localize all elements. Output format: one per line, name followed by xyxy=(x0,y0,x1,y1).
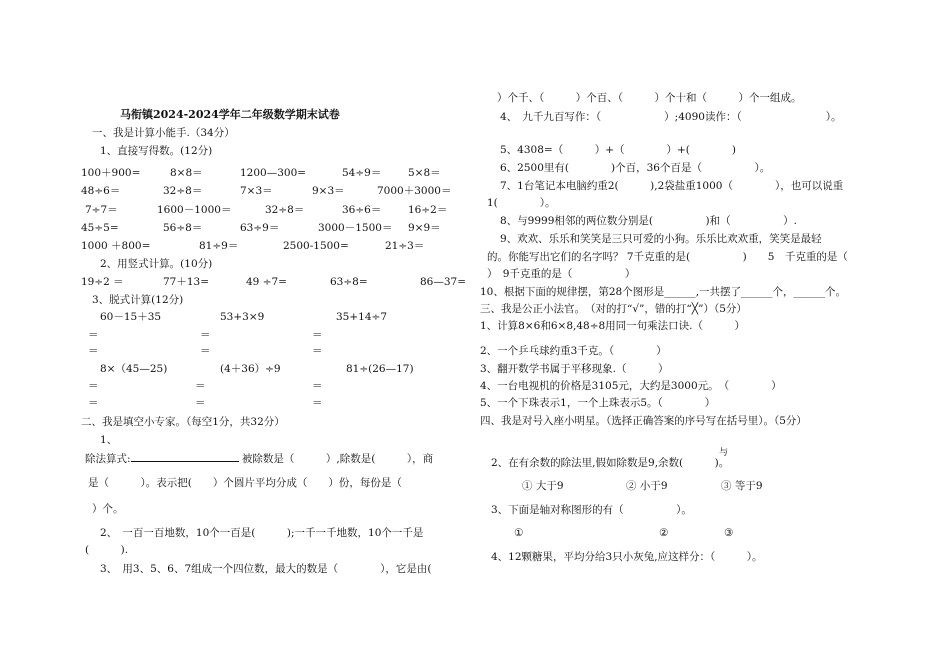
equals-sign: ＝ xyxy=(195,397,206,409)
calc-item: 1200—300= xyxy=(240,167,307,179)
s2-q1-label: 除法算式: xyxy=(85,453,131,465)
s2-q10: 10、根据下面的规律摆，第28个图形是______,一共摆了______个，______个。 xyxy=(480,286,847,298)
calc-item: 56÷8＝ xyxy=(163,222,203,234)
vertical-calc-item: 77＋13= xyxy=(163,276,210,288)
judge-item: 5、一个下珠表示1，一个上珠表示5。（ ） xyxy=(480,397,716,409)
judge-item: 3、翻开数学书属于平移现象.（ ） xyxy=(480,363,669,375)
section-2-heading: 二、我是填空小专家。（每空1分，共32分） xyxy=(81,416,285,428)
calc-item: 2500-1500= xyxy=(283,240,349,252)
stepwise-calc-item: 35+14÷7 xyxy=(336,311,387,323)
stepwise-calc-item: 8×（45—25) xyxy=(100,363,168,375)
s2-q9-line-b: 的。你能写出它们的名字吗？ 7千克重的是( ) 5 千克重的是（ xyxy=(487,251,848,263)
s2-q9-line-a: 9、欢欢、乐乐和笑笑是三只可爱的小狗。乐乐比欢欢重，笑笑是最轻 xyxy=(500,233,822,245)
s4-q2: 2、在有余数的除法里,假如除数是9,余数( )。 xyxy=(491,457,730,469)
calc-item: 7÷7＝ xyxy=(85,204,118,216)
equals-sign: ＝ xyxy=(88,329,99,341)
stepwise-calc-item: 81÷(26—17) xyxy=(346,363,414,375)
equals-sign: ＝ xyxy=(200,329,211,341)
s4-q2-note: 与 xyxy=(719,448,729,458)
s2-q1-text: 被除数是（ ）,除数是( ），商 xyxy=(241,453,434,465)
page-title: 马衔镇2024-2024学年二年级数学期末试卷 xyxy=(120,108,340,121)
calc-item: 9×9＝ xyxy=(408,222,441,234)
stepwise-calc-item: 53+3×9 xyxy=(220,311,265,323)
s2-q1-line-c: 是（ ）。表示把( ）个圆片平均分成（ ）份，每份是（ xyxy=(88,477,402,489)
s2-q7-line-b: 1( ）。 xyxy=(487,197,556,209)
equals-sign: ＝ xyxy=(312,397,323,409)
s2-q7-line-a: 7、1台笔记本电脑约重2( ),2袋盐重1000（ ），也可以说重 xyxy=(500,180,844,192)
vertical-calc-item: 19÷2 ＝ xyxy=(81,276,124,288)
calc-item: 1000 ＋800= xyxy=(81,240,151,252)
equals-sign: ＝ xyxy=(88,380,99,392)
calc-item: 21÷3＝ xyxy=(385,240,425,252)
s2-q1-line-d: ）个。 xyxy=(92,503,124,515)
equals-sign: ＝ xyxy=(312,380,323,392)
choice-option: ① 大于9 xyxy=(522,480,564,492)
calc-item: 48÷6＝ xyxy=(81,185,121,197)
calc-item: 1600－1000＝ xyxy=(157,204,232,216)
calc-item: 32÷8＝ xyxy=(163,185,203,197)
calc-item: 54÷9＝ xyxy=(342,167,382,179)
s2-q8: 8、与9999相邻的两位数分别是( )和（ ）. xyxy=(500,215,797,227)
s2-q3: 3、 用3、5、6、7组成一个四位数，最大的数是（ ），它是由( xyxy=(100,563,432,575)
vertical-calc-item: 49 ÷7= xyxy=(246,276,287,288)
answer-blank[interactable] xyxy=(131,451,239,462)
section-4-heading: 四、我是对号入座小明星。（选择正确答案的序号写在括号里）。（5分） xyxy=(480,415,807,427)
calc-item: 32÷8＝ xyxy=(265,204,305,216)
vertical-calc-item: 86—37= xyxy=(420,276,467,288)
judge-item: 1、计算8×6和6×8,48÷8用同一句乘法口诀.（ ） xyxy=(480,320,746,332)
choice-option: ② 小于9 xyxy=(626,480,668,492)
choice-option: ③ 等于9 xyxy=(721,480,763,492)
calc-item: 36÷6＝ xyxy=(342,204,382,216)
calc-item: 7×3＝ xyxy=(240,185,273,197)
calc-item: 9×3＝ xyxy=(312,185,345,197)
q2-heading: 2、用竖式计算。(10分) xyxy=(100,258,213,270)
section-3-heading: 三、我是公正小法官。 （对的打“√”，错的打“╳”）（5分） xyxy=(480,303,747,315)
equals-sign: ＝ xyxy=(312,345,323,357)
calc-item: 3000－1500＝ xyxy=(318,222,393,234)
s2-q1-number: 1、 xyxy=(100,434,118,446)
s4-q3: 3、下面是轴对称图形的有（ ）。 xyxy=(491,504,692,516)
s4-q4: 4、12颗糖果，平均分给3只小灰兔,应这样分：（ ）。 xyxy=(491,551,763,563)
s2-q5: 5、4308=（ ）+（ ）+( ) xyxy=(500,144,736,156)
calc-item: 63÷9＝ xyxy=(240,222,280,234)
q3-heading: 3、脱式计算(12分) xyxy=(92,294,184,306)
section-1-heading: 一、我是计算小能手.（34分） xyxy=(92,127,235,139)
stepwise-calc-item: 60－15＋35 xyxy=(100,311,162,323)
q1-heading: 1、直接写得数。(12分) xyxy=(100,145,213,157)
calc-item: 5×8＝ xyxy=(408,167,441,179)
calc-item: 100＋900= xyxy=(81,167,141,179)
s2-q6: 6、2500里有( )个百，36个百是（ ）。 xyxy=(500,162,771,174)
equals-sign: ＝ xyxy=(312,329,323,341)
choice-option: ① xyxy=(514,527,524,539)
s2-q3-continued: ）个千、（ ）个百、（ ）个十和（ ）个一组成。 xyxy=(497,92,802,104)
equals-sign: ＝ xyxy=(88,345,99,357)
choice-option: ② xyxy=(659,527,669,539)
calc-item: 8×8＝ xyxy=(170,167,203,179)
calc-item: 45÷5= xyxy=(81,222,119,234)
vertical-calc-item: 63÷8= xyxy=(330,276,368,288)
s2-q9-line-c: ） 9千克重的是（ ） xyxy=(487,268,636,280)
s2-q1-line-a xyxy=(85,451,433,466)
equals-sign: ＝ xyxy=(195,380,206,392)
s2-q2-line-b: ( ). xyxy=(85,544,129,556)
judge-item: 4、一台电视机的价格是3105元，大约是3000元。 （ ） xyxy=(480,380,782,392)
calc-item: 81÷9＝ xyxy=(199,240,239,252)
calc-item: 7000＋3000＝ xyxy=(377,185,452,197)
judge-item: 2、一个乒乓球约重3千克。（ ） xyxy=(480,345,667,357)
s2-q4: 4、 九千九百写作：（ ）;4090读作：（ ）。 xyxy=(500,111,842,123)
equals-sign: ＝ xyxy=(200,345,211,357)
equals-sign: ＝ xyxy=(88,397,99,409)
stepwise-calc-item: (4＋36）÷9 xyxy=(220,363,281,375)
calc-item: 16÷2＝ xyxy=(408,204,448,216)
choice-option: ③ xyxy=(724,527,734,539)
s2-q2-line-a: 2、 一百一百地数，10个一百是( );一千一千地数，10个一千是 xyxy=(100,527,424,539)
